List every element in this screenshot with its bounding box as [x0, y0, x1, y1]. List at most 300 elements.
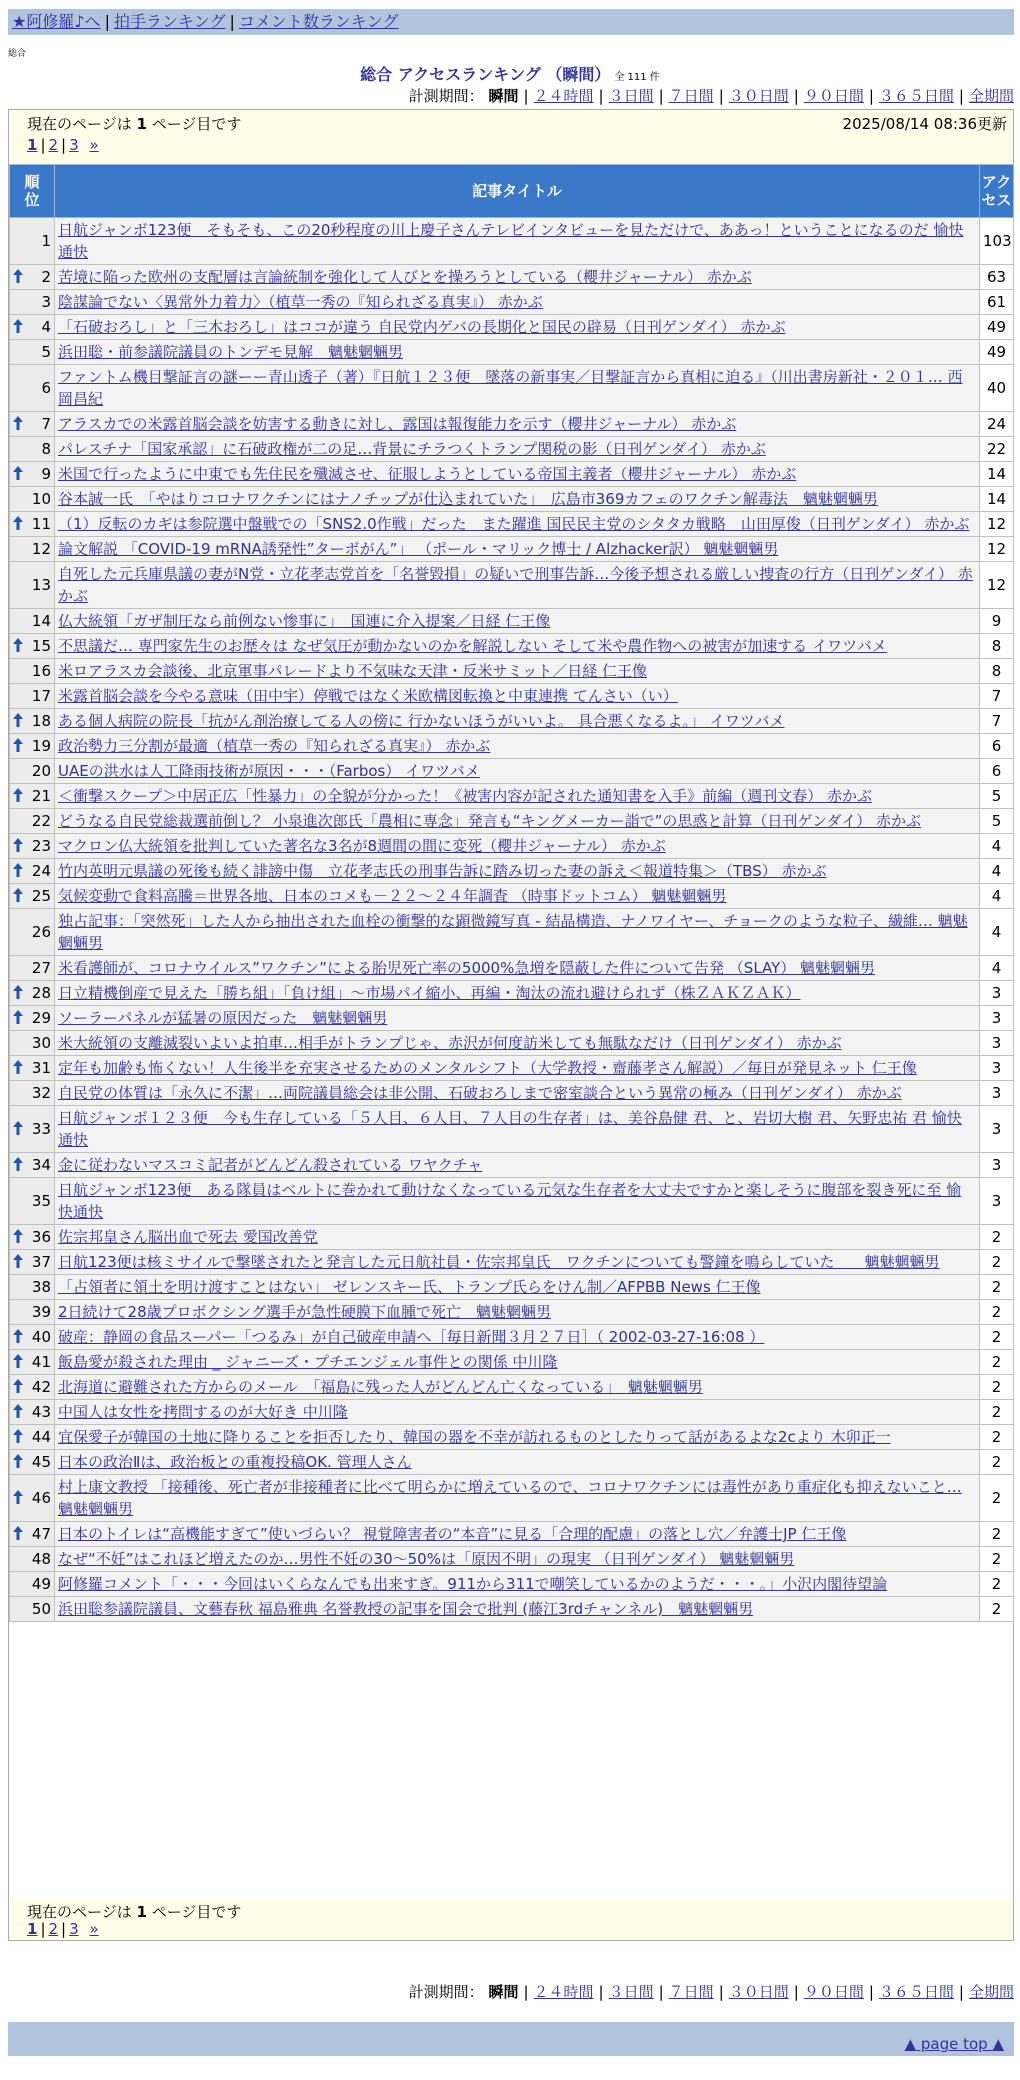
rank-number: 16: [31, 662, 51, 680]
access-count: 8: [980, 634, 1014, 659]
table-row: [10, 1522, 1014, 1547]
period-option-3d[interactable]: ３日間: [608, 1983, 654, 2001]
article-title-link[interactable]: 定年も加齢も怖くない！人生後半を充実させるためのメンタルシフト（大学教授・齋藤孝さん解説）／毎日が発見ネット 仁王像: [58, 1059, 917, 1077]
footer-bar: [8, 2022, 1014, 2056]
rank-cell: [10, 734, 55, 759]
table-row: [10, 265, 1014, 290]
rank-number: 21: [31, 787, 51, 805]
title-cell: [55, 1572, 980, 1597]
title-cell: [55, 809, 980, 834]
title-cell: [55, 365, 980, 412]
rank-number: 26: [31, 923, 51, 941]
access-count: 6: [980, 734, 1014, 759]
rank-cell: [10, 218, 55, 265]
table-header-row: [10, 165, 1014, 218]
rank-cell: [10, 1597, 55, 1622]
article-title-link[interactable]: 陰謀論でない〈異常外力着力〉（植草一秀の『知られざる真実』） 赤かぶ: [58, 293, 543, 311]
table-row: [10, 909, 1014, 956]
nav-separator: |: [104, 12, 110, 31]
up-arrow-icon: [13, 1010, 23, 1029]
rank-cell: [10, 859, 55, 884]
title-cell: [55, 1547, 980, 1572]
access-count: 3: [980, 1081, 1014, 1106]
article-title-link[interactable]: 竹内英明元県議の死後も続く誹謗中傷 立花孝志氏の刑事告訴に踏み切った妻の訴え＜報道特集＞（TBS） 赤かぶ: [58, 862, 827, 880]
rank-number: 22: [31, 812, 51, 830]
rank-number: 47: [31, 1525, 51, 1543]
title-cell: [55, 1475, 980, 1522]
rank-cell: [10, 956, 55, 981]
title-cell: [55, 1375, 980, 1400]
rank-cell: [10, 1375, 55, 1400]
rank-number: 37: [31, 1253, 51, 1271]
article-title-link[interactable]: 米露首脳会談を今やる意味（田中宇）停戦ではなく米欧構図転換と中東連携 てんさい（い）: [58, 687, 678, 705]
title-cell: [55, 684, 980, 709]
up-arrow-icon: [13, 1454, 23, 1473]
table-row: [10, 1031, 1014, 1056]
table-row: [10, 462, 1014, 487]
article-title-link[interactable]: UAEの洪水は人工降雨技術が原因・・・（Farbos） イワツバメ: [58, 762, 480, 780]
rank-cell: [10, 784, 55, 809]
access-count: 3: [980, 1031, 1014, 1056]
rank-cell: [10, 884, 55, 909]
period-option-7d[interactable]: ７日間: [668, 87, 714, 105]
rank-cell: [10, 1106, 55, 1153]
rank-number: 38: [31, 1278, 51, 1296]
access-count: 4: [980, 956, 1014, 981]
page-title: 総合 アクセスランキング （瞬間）: [360, 65, 611, 84]
rank-cell: [10, 462, 55, 487]
rank-cell: [10, 315, 55, 340]
title-cell: [55, 759, 980, 784]
column-header-title: 記事タイトル: [55, 165, 980, 218]
table-row: [10, 1275, 1014, 1300]
article-title-link[interactable]: 不思議だ… 専門家先生のお歴々は なぜ気圧が動かないのかを解説しない そして米や農作物への被害が加速する イワツバメ: [58, 637, 887, 655]
rank-number: 15: [31, 637, 51, 655]
title-cell: [55, 1300, 980, 1325]
article-title-link[interactable]: アラスカでの米露首脳会談を妨害する動きに対し、露国は報復能力を示す（櫻井ジャーナル） 赤かぶ: [58, 415, 737, 433]
table-row: [10, 659, 1014, 684]
nav-separator: |: [229, 12, 235, 31]
article-title-link[interactable]: 佐宗邦皇さん脳出血で死去 愛国改善党: [58, 1228, 318, 1246]
title-cell: [55, 634, 980, 659]
access-count: 2: [980, 1375, 1014, 1400]
article-title-link[interactable]: 日本のトイレは“高機能すぎて”使いづらい？ 視覚障害者の“本音”に見る「合理的配慮」の落とし穴／弁護士JP 仁王像: [58, 1525, 847, 1543]
article-title-link[interactable]: なぜ“不妊”はこれほど増えたのか…男性不妊の30～50%は「原因不明」の現実 （日刊ゲンダイ） 魑魅魍魎男: [58, 1550, 795, 1568]
article-title-link[interactable]: 破産：静岡の食品スーパー「つるみ」が自己破産申請へ［毎日新聞３月２７日］（ 2002-03-27-16:08 ）: [58, 1328, 765, 1346]
title-cell: [55, 562, 980, 609]
article-title-link[interactable]: パレスチナ「国家承認」に石破政権が二の足…背景にチラつくトランプ関税の影（日刊ゲンダイ） 赤かぶ: [58, 440, 766, 458]
column-header-rank: 順位: [10, 165, 55, 218]
rank-number: 34: [31, 1156, 51, 1174]
rank-cell: [10, 1006, 55, 1031]
rank-cell: [10, 659, 55, 684]
title-cell: [55, 1031, 980, 1056]
access-count: 2: [980, 1547, 1014, 1572]
article-title-link[interactable]: 日立精機倒産で見えた「勝ち組」「負け組」～市場パイ縮小、再編・淘汰の流れ避けられず（株ＺＡＫＺＡＫ）: [58, 984, 801, 1002]
rank-number: 8: [41, 440, 51, 458]
access-count: 12: [980, 562, 1014, 609]
table-row: [10, 1300, 1014, 1325]
pager-page-3[interactable]: 3: [69, 136, 79, 154]
rank-number: 12: [31, 540, 51, 558]
article-title-link[interactable]: 自民党の体質は「永久に不潔」…両院議員総会は非公開、石破おろしまで密室談合という異常の極み（日刊ゲンダイ） 赤かぶ: [58, 1084, 902, 1102]
article-title-link[interactable]: 米看護師が、コロナウイルス”ワクチン”による胎児死亡率の5000%急増を隠蔽した件について告発 （SLAY） 魑魅魍魎男: [58, 959, 876, 977]
rank-cell: [10, 1300, 55, 1325]
title-cell: [55, 834, 980, 859]
table-row: [10, 340, 1014, 365]
rank-number: 10: [31, 490, 51, 508]
access-count: 3: [980, 1106, 1014, 1153]
period-option-365d[interactable]: ３６５日間: [878, 1983, 954, 2001]
table-row: [10, 1178, 1014, 1225]
access-count: 5: [980, 784, 1014, 809]
rank-cell: [10, 290, 55, 315]
up-arrow-icon: [13, 1526, 23, 1545]
rank-number: 44: [31, 1428, 51, 1446]
category-label: 総合: [8, 49, 27, 59]
title-cell: [55, 1006, 980, 1031]
table-row: [10, 634, 1014, 659]
up-arrow-icon: [13, 1490, 23, 1509]
rank-cell: [10, 809, 55, 834]
article-title-link[interactable]: 日航ジャンボ123便 そもそも、この20秒程度の川上慶子さんテレビインタビューを見ただけで、ああっ！ということになるのだ 愉快通快: [58, 221, 964, 261]
rank-cell: [10, 1275, 55, 1300]
access-count: 3: [980, 1178, 1014, 1225]
article-title-link[interactable]: （1）反転のカギは参院選中盤戦での「SNS2.0作戦」だった また躍進 国民民主党のシタタカ戦略 山田厚俊（日刊ゲンダイ） 赤かぶ: [58, 515, 970, 533]
rank-cell: [10, 537, 55, 562]
period-label: 計測期間：: [408, 1983, 484, 2001]
table-row: [10, 1250, 1014, 1275]
access-count: 2: [980, 1225, 1014, 1250]
table-row: [10, 809, 1014, 834]
rank-cell: [10, 512, 55, 537]
article-title-link[interactable]: 宜保愛子が韓国の土地に降りることを拒否したり、韓国の器を不幸が訪れるものとしたりって話があるよな2cより 木卯正一: [58, 1428, 891, 1446]
rank-number: 5: [41, 343, 51, 361]
pager-current-page[interactable]: 1: [27, 1920, 38, 1938]
pager-page-2[interactable]: 2: [48, 1920, 59, 1938]
title-cell: [55, 1225, 980, 1250]
rank-cell: [10, 709, 55, 734]
rank-cell: [10, 1572, 55, 1597]
article-title-link[interactable]: 2日続けて28歳プロボクシング選手が急性硬膜下血腫で死亡 魑魅魍魎男: [58, 1303, 551, 1321]
title-cell: [55, 859, 980, 884]
article-title-link[interactable]: 谷本誠一氏 「やはりコロナワクチンにはナノチップが仕込まれていた」 広島市369カフェのワクチン解毒法 魑魅魍魎男: [58, 490, 878, 508]
rank-number: 28: [31, 984, 51, 1002]
updated-timestamp: 2025/08/14 08:36更新: [842, 115, 1007, 133]
access-count: 5: [980, 809, 1014, 834]
period-option-7d[interactable]: ７日間: [668, 1983, 714, 2001]
article-title-link[interactable]: ある個人病院の院長「抗がん剤治療してる人の傍に 行かないほうがいいよ。 具合悪くなるよ。」 イワツバメ: [58, 712, 785, 730]
table-row: [10, 1572, 1014, 1597]
nav-link-comment-ranking[interactable]: コメント数ランキング: [238, 12, 399, 31]
pager-bottom: 1 | 2 | 3 »: [27, 1920, 99, 1938]
period-current: 瞬間: [488, 1983, 519, 2001]
title-cell: [55, 659, 980, 684]
table-row: [10, 1081, 1014, 1106]
rank-cell: [10, 834, 55, 859]
rank-number: 32: [31, 1084, 51, 1102]
article-title-link[interactable]: マクロン仏大統領を批判していた著名な3名が8週間の間に変死（櫻井ジャーナル） 赤かぶ: [58, 837, 666, 855]
rank-cell: [10, 1400, 55, 1425]
up-arrow-icon: [13, 416, 23, 435]
article-title-link[interactable]: 浜田聡参議院議員、文藝春秋 福島雅典 名誉教授の記事を国会で批判 (藤江3rdチャンネル) 魑魅魍魎男: [58, 1600, 754, 1618]
access-count: 12: [980, 512, 1014, 537]
up-arrow-icon: [13, 713, 23, 732]
rank-number: 3: [41, 293, 51, 311]
article-title-link[interactable]: 日本の政治Ⅱは、政治板との重複投稿OK. 管理人さん: [58, 1453, 412, 1471]
period-option-all[interactable]: 全期間: [968, 87, 1014, 105]
article-title-link[interactable]: 政治勢力三分割が最適（植草一秀の『知られざる真実』） 赤かぶ: [58, 737, 491, 755]
article-title-link[interactable]: 米大統領の支離滅裂いよいよ拍車…相手がトランプじゃ、赤沢が何度訪米しても無駄なだけ（日刊ゲンダイ） 赤かぶ: [58, 1034, 842, 1052]
article-title-link[interactable]: 米ロアラスカ会談後、北京軍事パレードより不気味な天津・反米サミット／日経 仁王像: [58, 662, 648, 680]
period-option-90d[interactable]: ９０日間: [803, 1983, 864, 2001]
article-title-link[interactable]: 気候変動で食料高騰＝世界各地、日本のコメも－２２～２４年調査 （時事ドットコム） 魑魅魍魎男: [58, 887, 727, 905]
up-arrow-icon: [13, 516, 23, 535]
rank-number: 18: [31, 712, 51, 730]
access-count: 24: [980, 412, 1014, 437]
title-cell: [55, 1400, 980, 1425]
rank-number: 1: [41, 232, 51, 250]
table-row: [10, 1597, 1014, 1622]
rank-number: 42: [31, 1378, 51, 1396]
rank-number: 11: [31, 515, 51, 533]
rank-number: 13: [31, 576, 51, 594]
table-row: [10, 1106, 1014, 1153]
title-cell: [55, 437, 980, 462]
article-title-link[interactable]: 中国人は女性を拷問するのが大好き 中川隆: [58, 1403, 348, 1421]
article-title-link[interactable]: 阿修羅コメント「・・・今回はいくらなんでも出来すぎ。911から311で嘲笑しているかのようだ・・・。」小沢内閣待望論: [58, 1575, 888, 1593]
article-title-link[interactable]: 金に従わないマスコミ記者がどんどん殺されている ワヤクチャ: [58, 1156, 483, 1174]
rank-cell: [10, 1450, 55, 1475]
up-arrow-icon: [13, 1404, 23, 1423]
title-cell: [55, 784, 980, 809]
period-option-365d[interactable]: ３６５日間: [878, 87, 954, 105]
rank-cell: [10, 634, 55, 659]
title-cell: [55, 1250, 980, 1275]
rank-cell: [10, 1522, 55, 1547]
rank-number: 4: [41, 318, 51, 336]
table-row: [10, 1056, 1014, 1081]
rank-number: 30: [31, 1034, 51, 1052]
title-cell: [55, 1056, 980, 1081]
title-cell: [55, 1450, 980, 1475]
page-top-link[interactable]: ▲ page top ▲: [904, 2035, 1004, 2053]
table-row: [10, 365, 1014, 412]
table-row: [10, 218, 1014, 265]
period-option-90d[interactable]: ９０日間: [803, 87, 864, 105]
rank-cell: [10, 365, 55, 412]
rank-number: 14: [31, 612, 51, 630]
table-row: [10, 315, 1014, 340]
title-cell: [55, 487, 980, 512]
table-row: [10, 956, 1014, 981]
pager-page-3[interactable]: 3: [69, 1920, 79, 1938]
title-cell: [55, 609, 980, 634]
period-option-all[interactable]: 全期間: [968, 1983, 1014, 2001]
up-arrow-icon: [13, 466, 23, 485]
article-title-link[interactable]: ＜衝撃スクープ＞中居正広「性暴力」の全貌が分かった！《被害内容が記された通知書を入手》前編（週刊文春） 赤かぶ: [58, 787, 873, 805]
rank-number: 40: [31, 1328, 51, 1346]
rank-cell: [10, 487, 55, 512]
access-count: 2: [980, 1522, 1014, 1547]
title-cell: [55, 956, 980, 981]
up-arrow-icon: [13, 738, 23, 757]
table-row: [10, 759, 1014, 784]
article-title-link[interactable]: どうなる自民党総裁選前倒し？ 小泉進次郎氏「農相に専念」発言も“キングメーカー詣で”の思惑と計算（日刊ゲンダイ） 赤かぶ: [58, 812, 921, 830]
article-title-link[interactable]: 独占記事：「突然死」した人から抽出された血栓の衝撃的な顕微鏡写真 - 結晶構造、ナノワイヤー、チョークのような粒子、繊維… 魑魅魍魎男: [58, 912, 968, 952]
rank-number: 7: [41, 415, 51, 433]
article-title-link[interactable]: 「石破おろし」と「三木おろし」はココが違う 自民党内ゲバの長期化と国民の辟易（日刊ゲンダイ） 赤かぶ: [58, 318, 786, 336]
article-title-link[interactable]: 苦境に陥った欧州の支配層は言論統制を強化して人びとを操ろうとしている（櫻井ジャーナル） 赤かぶ: [58, 268, 752, 286]
page-info-line: 現在のページは 1 ページ目です: [27, 115, 242, 133]
article-title-link[interactable]: 自死した元兵庫県議の妻がN党・立花孝志党首を「名誉毀損」の疑いで刑事告訴…今後予想される厳しい捜査の行方（日刊ゲンダイ） 赤かぶ: [58, 565, 973, 605]
access-count: 8: [980, 659, 1014, 684]
period-label: 計測期間：: [408, 87, 484, 105]
table-row: [10, 562, 1014, 609]
table-row: [10, 981, 1014, 1006]
up-arrow-icon: [13, 1379, 23, 1398]
title-cell: [55, 462, 980, 487]
up-arrow-icon: [13, 838, 23, 857]
title-cell: [55, 1425, 980, 1450]
period-option-30d[interactable]: ３０日間: [728, 87, 789, 105]
title-cell: [55, 1597, 980, 1622]
table-row: [10, 1400, 1014, 1425]
access-count: 63: [980, 265, 1014, 290]
access-count: 49: [980, 340, 1014, 365]
rank-cell: [10, 562, 55, 609]
title-cell: [55, 909, 980, 956]
period-option-24h[interactable]: ２４時間: [533, 1983, 594, 2001]
top-nav-bar: [8, 9, 1014, 35]
rank-cell: [10, 437, 55, 462]
ranking-table-body: [10, 218, 1014, 1622]
nav-link-applause-ranking[interactable]: 拍手ランキング: [113, 12, 226, 31]
table-row: [10, 1547, 1014, 1572]
up-arrow-icon: [13, 788, 23, 807]
rank-number: 50: [31, 1600, 51, 1618]
rank-number: 27: [31, 959, 51, 977]
article-title-link[interactable]: 日航123便は核ミサイルで撃墜されたと発言した元日航社員・佐宗邦皇氏 ワクチンについても警鐘を鳴らしていた 魑魅魍魎男: [58, 1253, 940, 1271]
title-cell: [55, 290, 980, 315]
pager-next[interactable]: »: [89, 136, 99, 154]
access-count: 14: [980, 487, 1014, 512]
page-info-line: 現在のページは 1 ページ目です: [27, 1903, 242, 1921]
table-row: [10, 709, 1014, 734]
pager-current-page[interactable]: 1: [27, 136, 38, 154]
article-title-link[interactable]: 村上康文教授 「接種後、死亡者が非接種者に比べて明らかに増えているので、コロナワクチンには毒性があり重症化も抑えないこと… 魑魅魍魎男: [58, 1478, 962, 1518]
table-row: [10, 1450, 1014, 1475]
title-cell: [55, 340, 980, 365]
rank-cell: [10, 684, 55, 709]
access-count: 22: [980, 437, 1014, 462]
article-title-link[interactable]: 浜田聡・前参議院議員のトンデモ見解 魑魅魍魎男: [58, 343, 404, 361]
access-count: 7: [980, 709, 1014, 734]
period-option-24h[interactable]: ２４時間: [533, 87, 594, 105]
title-cell: [55, 1153, 980, 1178]
rank-cell: [10, 609, 55, 634]
rank-number: 35: [31, 1192, 51, 1210]
pager-next[interactable]: »: [89, 1920, 99, 1938]
article-title-link[interactable]: ファントム機目撃証言の謎ーー青山透子（著）『日航１２３便 墜落の新事実／目撃証言から真相に迫る』（川出書房新社・２０１… 西岡昌紀: [58, 368, 963, 408]
period-option-3d[interactable]: ３日間: [608, 87, 654, 105]
up-arrow-icon: [13, 985, 23, 1004]
page-info-bottom: [9, 1898, 1013, 1940]
title-cell: [55, 218, 980, 265]
title-cell: [55, 537, 980, 562]
rank-number: 20: [31, 762, 51, 780]
table-row: [10, 437, 1014, 462]
access-count: 2: [980, 1250, 1014, 1275]
rank-cell: [10, 412, 55, 437]
article-title-link[interactable]: 「占領者に領土を明け渡すことはない」 ゼレンスキー氏、トランプ氏らをけん制／AFPBB News 仁王像: [58, 1278, 761, 1296]
title-cell: [55, 1178, 980, 1225]
up-arrow-icon: [13, 319, 23, 338]
article-title-link[interactable]: 論文解説 「COVID-19 mRNA誘発性”ターボがん”」 （ポール・マリック博士 / Alzhacker訳） 魑魅魍魎男: [58, 540, 779, 558]
up-arrow-icon: [13, 1060, 23, 1079]
access-count: 40: [980, 365, 1014, 412]
period-current: 瞬間: [488, 87, 519, 105]
nav-link-asyura-home[interactable]: ★阿修羅♪へ: [12, 12, 101, 31]
rank-number: 2: [41, 268, 51, 286]
up-arrow-icon: [13, 1329, 23, 1348]
article-title-link[interactable]: 北海道に避難された方からのメール 「福島に残った人がどんどん亡くなっている」 魑魅魍魎男: [58, 1378, 703, 1396]
up-arrow-icon: [13, 1354, 23, 1373]
article-title-link[interactable]: ソーラーパネルが猛暑の原因だった 魑魅魍魎男: [58, 1009, 388, 1027]
access-count: 7: [980, 684, 1014, 709]
rank-cell: [10, 1178, 55, 1225]
page-info-top: [9, 110, 1013, 164]
period-selector-bottom: 計測期間： 瞬間 | ２４時間 | ３日間 | ７日間 | ３０日間 | ９０日間 | ３６５日間 | 全期間: [408, 1983, 1014, 2001]
rank-cell: [10, 1250, 55, 1275]
pager-top: 1 | 2 | 3 »: [27, 136, 99, 154]
table-row: [10, 1350, 1014, 1375]
access-count: 2: [980, 1275, 1014, 1300]
total-count: 全 111 件: [614, 72, 660, 83]
rank-number: 31: [31, 1059, 51, 1077]
rank-cell: [10, 1153, 55, 1178]
access-count: 9: [980, 609, 1014, 634]
pager-page-2[interactable]: 2: [48, 136, 59, 154]
table-row: [10, 734, 1014, 759]
article-title-link[interactable]: 日航ジャンボ１２３便 今も生存している「５人目、６人目、７人目の生存者」は、美谷島健 君、と、岩切大樹 君、矢野忠祐 君 愉快通快: [58, 1109, 962, 1149]
article-title-link[interactable]: 飯島愛が殺された理由 _ ジャニーズ・プチエンジェル事件との関係 中川隆: [58, 1353, 558, 1371]
rank-number: 46: [31, 1489, 51, 1507]
access-count: 3: [980, 1153, 1014, 1178]
access-count: 3: [980, 1006, 1014, 1031]
table-row: [10, 1325, 1014, 1350]
title-cell: [55, 1325, 980, 1350]
rank-cell: [10, 981, 55, 1006]
rank-number: 43: [31, 1403, 51, 1421]
up-arrow-icon: [13, 1157, 23, 1176]
article-title-link[interactable]: 仏大統領「ガザ制圧なら前例ない惨事に」 国連に介入提案／日経 仁王像: [58, 612, 551, 630]
rank-cell: [10, 909, 55, 956]
period-option-30d[interactable]: ３０日間: [728, 1983, 789, 2001]
article-title-link[interactable]: 米国で行ったように中東でも先住民を殲滅させ、征服しようとしている帝国主義者（櫻井ジャーナル） 赤かぶ: [58, 465, 797, 483]
access-count: 12: [980, 537, 1014, 562]
rank-number: 17: [31, 687, 51, 705]
rank-cell: [10, 1031, 55, 1056]
rank-number: 9: [41, 465, 51, 483]
rank-number: 41: [31, 1353, 51, 1371]
article-title-link[interactable]: 日航ジャンボ123便 ある隊員はベルトに巻かれて動けなくなっている元気な生存者を大丈夫ですかと楽しそうに腹部を裂き死に至 愉快通快: [58, 1181, 962, 1221]
access-count: 3: [980, 981, 1014, 1006]
ranking-table: [9, 164, 1014, 1622]
table-row: [10, 1375, 1014, 1400]
rank-number: 25: [31, 887, 51, 905]
table-row: [10, 487, 1014, 512]
